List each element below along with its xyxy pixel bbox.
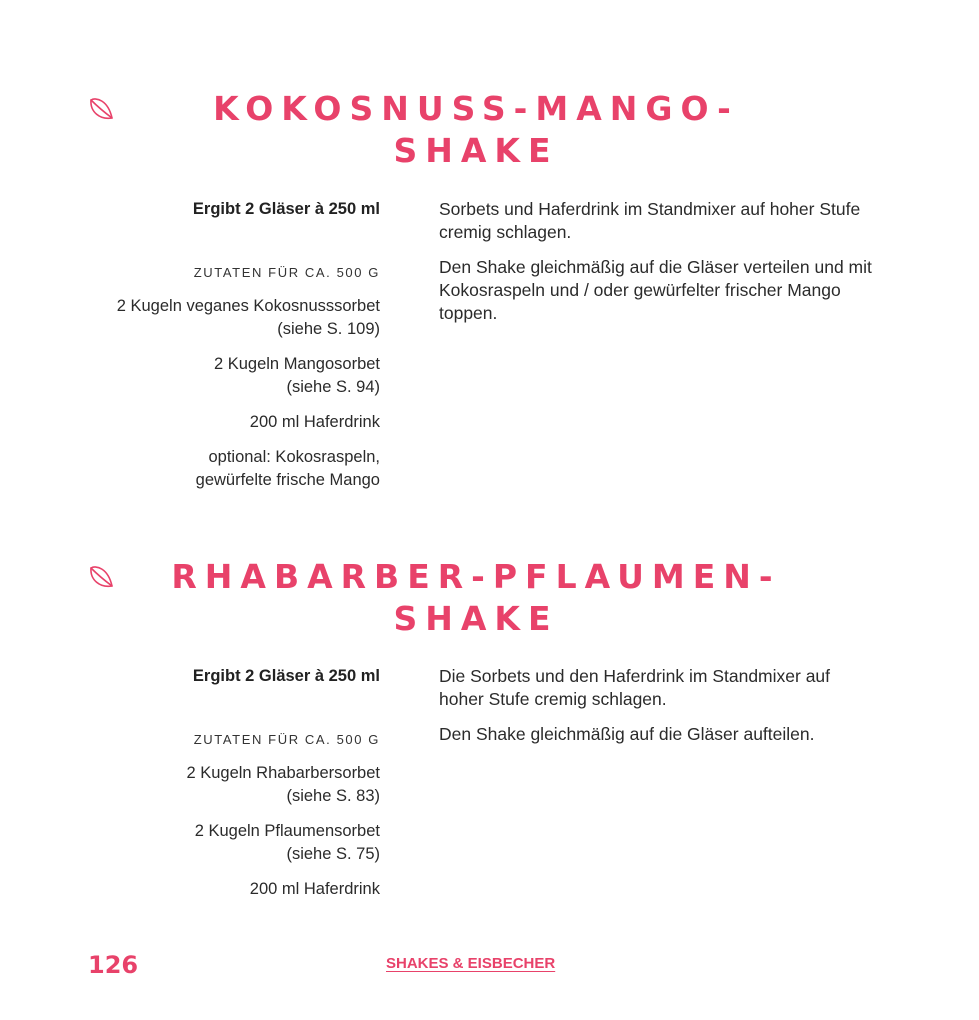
- ingredients-column: [80, 198, 380, 504]
- ingredients-header: ZUTATEN FÜR CA. 500 G: [193, 265, 380, 280]
- ingredient-text: optional: Kokosraspeln,: [208, 448, 380, 466]
- recipe-title-line: KOKOSNUSS-MANGO-: [213, 89, 739, 128]
- ingredient-item: [80, 411, 380, 434]
- recipe-title-line: SHAKE: [393, 131, 559, 170]
- ingredient-item: [80, 446, 380, 492]
- section-link[interactable]: SHAKES & EISBECHER: [386, 955, 556, 972]
- recipe-title: [150, 88, 802, 172]
- ingredients-header: ZUTATEN FÜR CA. 500 G: [193, 732, 380, 747]
- yield-text: Ergibt 2 Gläser à 250 ml: [192, 667, 380, 685]
- instruction-step: Die Sorbets und den Haferdrink im Standmixer auf hoher Stufe cremig schlagen.: [439, 666, 831, 709]
- ingredient-ref: gewürfelte frische Mango: [195, 471, 380, 489]
- yield-text: Ergibt 2 Gläser à 250 ml: [192, 200, 380, 218]
- instructions-column: [439, 665, 879, 758]
- instruction-step: Den Shake gleichmäßig auf die Gläser verteilen und mit Kokosraspeln und / oder gewürfelter frischer Mango toppen.: [439, 257, 872, 323]
- ingredient-text: 2 Kugeln Pflaumensorbet: [194, 822, 380, 840]
- ingredient-ref: (siehe S. 83): [286, 787, 380, 805]
- ingredient-item: [80, 878, 380, 901]
- ingredient-ref: (siehe S. 75): [286, 845, 380, 863]
- ingredient-text: 2 Kugeln Rhabarbersorbet: [186, 764, 380, 782]
- instructions-column: [439, 198, 879, 337]
- ingredients-column: [80, 665, 380, 913]
- ingredient-ref: (siehe S. 94): [286, 378, 380, 396]
- page-number: 126: [88, 951, 139, 979]
- recipe-title-line: RHABARBER-PFLAUMEN-: [171, 557, 781, 596]
- instruction-step: Den Shake gleichmäßig auf die Gläser aufteilen.: [439, 724, 815, 744]
- ingredients-list: [80, 762, 380, 901]
- leaf-icon: [86, 562, 116, 592]
- instruction-step: Sorbets und Haferdrink im Standmixer auf hoher Stufe cremig schlagen.: [439, 199, 861, 242]
- ingredient-text: 2 Kugeln Mangosorbet: [213, 355, 380, 373]
- ingredient-text: 2 Kugeln veganes Kokosnusssorbet: [116, 297, 380, 315]
- ingredient-item: [80, 820, 380, 866]
- ingredient-ref: (siehe S. 109): [277, 320, 380, 338]
- leaf-icon: [86, 94, 116, 124]
- ingredient-text: 200 ml Haferdrink: [249, 880, 380, 898]
- recipe-title: [150, 556, 802, 640]
- recipe-title-line: SHAKE: [393, 599, 559, 638]
- ingredient-item: [80, 295, 380, 341]
- ingredients-list: [80, 295, 380, 492]
- ingredient-item: [80, 353, 380, 399]
- ingredient-item: [80, 762, 380, 808]
- ingredient-text: 200 ml Haferdrink: [249, 413, 380, 431]
